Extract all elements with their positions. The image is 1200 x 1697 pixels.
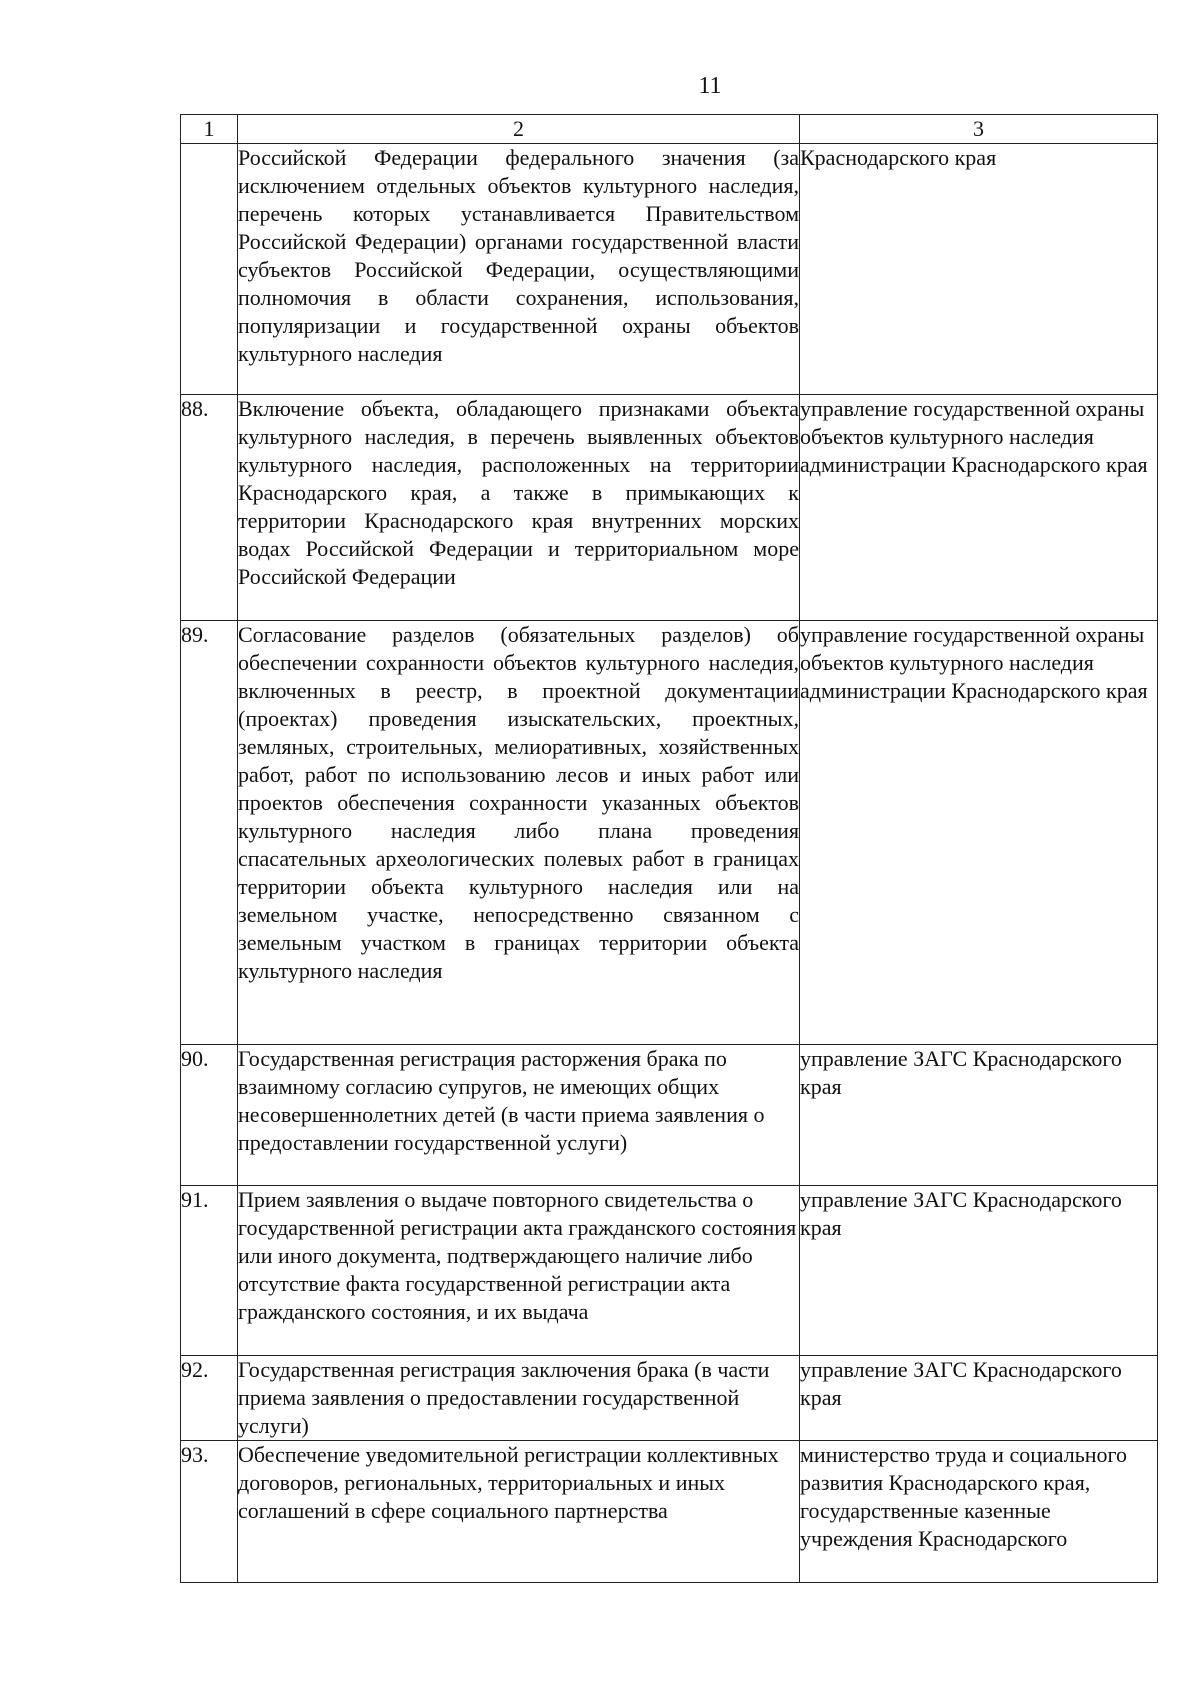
responsible-department: управление ЗАГС Краснодарского края — [800, 1045, 1158, 1186]
table-row — [181, 395, 1158, 621]
service-description: Российской Федерации федерального значения (за исключением отдельных объектов культурного наследия, перечень которых устанавливается Правительством Российской Федерации) органами государственной власти субъектов Российской Федерации, осуществляющими полномочия в области сохранения, использования, популяризации и государственной охраны объектов культурного наследия — [238, 144, 800, 395]
service-description: Обеспечение уведомительной регистрации коллективных договоров, региональных, территориальных и иных соглашений в сфере социального партнерства — [238, 1441, 800, 1583]
column-header-3: 3 — [800, 115, 1158, 144]
service-description: Включение объекта, обладающего признаками объекта культурного наследия, в перечень выявленных объектов культурного наследия, расположенных на территории Краснодарского края, а также в примыкающих к территории Краснодарского края внутренних морских водах Российской Федерации и территориальном море Российской Федерации — [238, 395, 800, 621]
service-description: Государственная регистрация заключения брака (в части приема заявления о предоставлении государственной услуги) — [238, 1356, 800, 1441]
page-number: 11 — [698, 73, 722, 99]
row-number — [181, 144, 238, 395]
table-row — [181, 144, 1158, 395]
row-number: 93. — [181, 1441, 238, 1583]
column-header-2: 2 — [238, 115, 800, 144]
responsible-department: министерство труда и социального развития Краснодарского края, государственные казенные учреждения Краснодарского — [800, 1441, 1158, 1583]
services-table — [180, 114, 1158, 1583]
row-number: 90. — [181, 1045, 238, 1186]
service-description: Согласование разделов (обязательных разделов) об обеспечении сохранности объектов культурного наследия, включенных в реестр, в проектной документации (проектах) проведения изыскательских, проектных, земляных, строительных, мелиоративных, хозяйственных работ, работ по использованию лесов и иных работ или проектов обеспечения сохранности указанных объектов культурного наследия либо плана проведения спасательных археологических полевых работ в границах территории объекта культурного наследия или на земельном участке, непосредственно связанном с земельным участком в границах территории объекта культурного наследия — [238, 621, 800, 1045]
row-number: 88. — [181, 395, 238, 621]
row-number: 92. — [181, 1356, 238, 1441]
service-description: Государственная регистрация расторжения брака по взаимному согласию супругов, не имеющих общих несовершеннолетних детей (в части приема заявления о предоставлении государственной услуги) — [238, 1045, 800, 1186]
table-row — [181, 1356, 1158, 1441]
table-header-row — [181, 115, 1158, 144]
service-description: Прием заявления о выдаче повторного свидетельства о государственной регистрации акта гражданского состояния или иного документа, подтверждающего наличие либо отсутствие факта государственной регистрации акта гражданского состояния, и их выдача — [238, 1186, 800, 1356]
responsible-department: управление ЗАГС Краснодарского края — [800, 1186, 1158, 1356]
row-number: 89. — [181, 621, 238, 1045]
responsible-department: управление ЗАГС Краснодарского края — [800, 1356, 1158, 1441]
table-row — [181, 1186, 1158, 1356]
responsible-department: управление государственной охраны объектов культурного наследия администрации Краснодарского края — [800, 621, 1158, 1045]
row-number: 91. — [181, 1186, 238, 1356]
table-row — [181, 1045, 1158, 1186]
column-header-1: 1 — [181, 115, 238, 144]
responsible-department: Краснодарского края — [800, 144, 1158, 395]
responsible-department: управление государственной охраны объектов культурного наследия администрации Краснодарского края — [800, 395, 1158, 621]
table-row — [181, 1441, 1158, 1583]
table-row — [181, 621, 1158, 1045]
